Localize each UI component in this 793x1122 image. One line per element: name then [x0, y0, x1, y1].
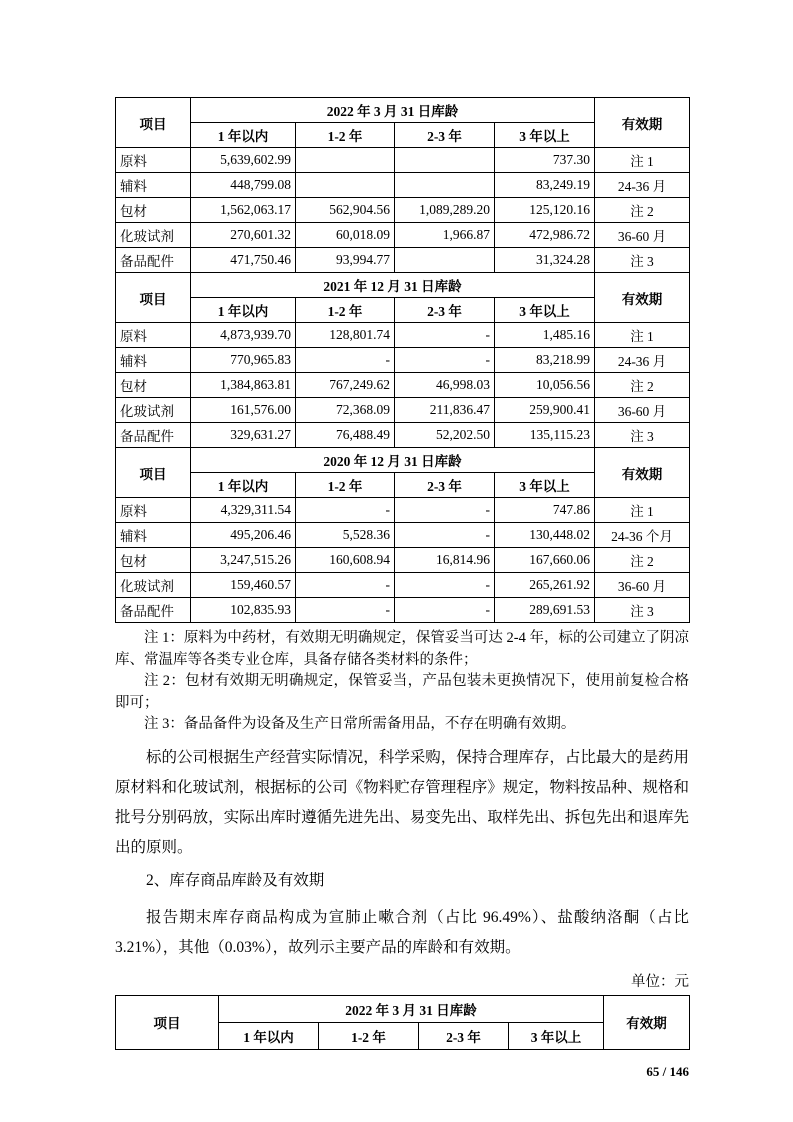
goods-age-table: [115, 995, 690, 1050]
value-cell: -: [395, 498, 495, 523]
validity-cell: 注 3: [595, 423, 690, 448]
col-header-age: 1 年以内: [191, 298, 296, 323]
item-cell: 辅料: [116, 348, 191, 373]
table-row: [116, 573, 690, 598]
value-cell: 1,089,289.20: [395, 198, 495, 223]
item-cell: 备品配件: [116, 423, 191, 448]
col-header-age: 1-2 年: [319, 1022, 419, 1049]
value-cell: [296, 148, 395, 173]
value-cell: 448,799.08: [191, 173, 296, 198]
col-header-age: 2-3 年: [395, 123, 495, 148]
value-cell: 289,691.53: [495, 598, 595, 623]
validity-cell: 注 1: [595, 323, 690, 348]
item-cell: 原料: [116, 323, 191, 348]
value-cell: -: [296, 348, 395, 373]
value-cell: -: [296, 498, 395, 523]
col-header-item: 项目: [116, 995, 219, 1049]
col-header-age: 2-3 年: [419, 1022, 509, 1049]
value-cell: [296, 173, 395, 198]
value-cell: -: [395, 523, 495, 548]
item-cell: 包材: [116, 548, 191, 573]
table-row: [116, 523, 690, 548]
col-header-validity: 有效期: [595, 273, 690, 323]
validity-cell: 24-36 个月: [595, 523, 690, 548]
col-header-age: 1 年以内: [191, 473, 296, 498]
validity-cell: 注 2: [595, 373, 690, 398]
value-cell: 31,324.28: [495, 248, 595, 273]
table-row: [116, 348, 690, 373]
validity-cell: 36-60 月: [595, 398, 690, 423]
paragraph-goods-composition: 报告期末库存商品构成为宣肺止嗽合剂（占比 96.49%）、盐酸纳洛酮（占比 3.21%），其他（0.03%），故列示主要产品的库龄和有效期。: [115, 908, 689, 956]
note-2: 注 2：包材有效期无明确规定，保管妥当，产品包装未更换情况下，使用前复检合格即可；: [115, 673, 689, 711]
item-cell: 原料: [116, 148, 191, 173]
paragraph-inventory-policy: 标的公司根据生产经营实际情况，科学采购，保持合理库存，占比最大的是药用原材料和化玻试剂，根据标的公司《物料贮存管理程序》规定，物料按品种、规格和批号分别码放，实际出库时遵循先进先出、易变先出、取样先出、拆包先出和退库先出的原则。: [115, 748, 689, 856]
value-cell: -: [296, 598, 395, 623]
col-header-age: 2-3 年: [395, 298, 495, 323]
item-cell: 化玻试剂: [116, 223, 191, 248]
note-3: 注 3：备品备件为设备及生产日常所需备用品，不存在明确有效期。: [144, 716, 576, 732]
value-cell: 167,660.06: [495, 548, 595, 573]
value-cell: 102,835.93: [191, 598, 296, 623]
item-cell: 包材: [116, 198, 191, 223]
note-1: 注 1：原料为中药材，有效期无明确规定，保管妥当可达 2-4 年，标的公司建立了阴凉库、常温库等各类专业仓库，具备存储各类材料的条件；: [115, 630, 689, 668]
table-row: [116, 548, 690, 573]
col-header-age: 2-3 年: [395, 473, 495, 498]
value-cell: -: [395, 348, 495, 373]
value-cell: 562,904.56: [296, 198, 395, 223]
value-cell: 495,206.46: [191, 523, 296, 548]
value-cell: -: [395, 598, 495, 623]
validity-cell: 注 1: [595, 148, 690, 173]
value-cell: 472,986.72: [495, 223, 595, 248]
value-cell: 160,608.94: [296, 548, 395, 573]
value-cell: 125,120.16: [495, 198, 595, 223]
item-cell: 辅料: [116, 173, 191, 198]
table-row: [116, 223, 690, 248]
value-cell: [395, 248, 495, 273]
value-cell: 135,115.23: [495, 423, 595, 448]
value-cell: 159,460.57: [191, 573, 296, 598]
value-cell: 10,056.56: [495, 373, 595, 398]
item-cell: 备品配件: [116, 598, 191, 623]
col-header-age: 1-2 年: [296, 473, 395, 498]
value-cell: -: [296, 573, 395, 598]
value-cell: 130,448.02: [495, 523, 595, 548]
value-cell: 747.86: [495, 498, 595, 523]
value-cell: 259,900.41: [495, 398, 595, 423]
col-header-validity: 有效期: [595, 448, 690, 498]
table-row: [116, 423, 690, 448]
table-header-row: [116, 273, 690, 298]
validity-cell: 注 3: [595, 598, 690, 623]
table-row: [116, 398, 690, 423]
value-cell: 60,018.09: [296, 223, 395, 248]
table-row: [116, 323, 690, 348]
validity-cell: 36-60 月: [595, 573, 690, 598]
value-cell: 770,965.83: [191, 348, 296, 373]
value-cell: 72,368.09: [296, 398, 395, 423]
period-header: 2020 年 12 月 31 日库龄: [191, 448, 595, 473]
value-cell: 5,528.36: [296, 523, 395, 548]
col-header-item: 项目: [116, 448, 191, 498]
validity-cell: 注 2: [595, 548, 690, 573]
section-heading: 2、库存商品库龄及有效期: [146, 871, 325, 889]
value-cell: 737.30: [495, 148, 595, 173]
value-cell: 1,966.87: [395, 223, 495, 248]
value-cell: 46,998.03: [395, 373, 495, 398]
table-header-row: [116, 98, 690, 123]
item-cell: 原料: [116, 498, 191, 523]
value-cell: 1,384,863.81: [191, 373, 296, 398]
value-cell: 767,249.62: [296, 373, 395, 398]
col-header-age: 3 年以上: [495, 123, 595, 148]
value-cell: 161,576.00: [191, 398, 296, 423]
value-cell: 3,247,515.26: [191, 548, 296, 573]
table-row: [116, 173, 690, 198]
item-cell: 备品配件: [116, 248, 191, 273]
validity-cell: 24-36 月: [595, 348, 690, 373]
table-row: [116, 373, 690, 398]
period-header: 2022 年 3 月 31 日库龄: [219, 995, 604, 1022]
validity-cell: 36-60 月: [595, 223, 690, 248]
col-header-age: 1-2 年: [296, 298, 395, 323]
item-cell: 化玻试剂: [116, 398, 191, 423]
col-header-validity: 有效期: [595, 98, 690, 148]
value-cell: 76,488.49: [296, 423, 395, 448]
period-header: 2021 年 12 月 31 日库龄: [191, 273, 595, 298]
value-cell: [395, 148, 495, 173]
value-cell: 471,750.46: [191, 248, 296, 273]
col-header-age: 1 年以内: [219, 1022, 319, 1049]
item-cell: 包材: [116, 373, 191, 398]
table-header-row: [116, 448, 690, 473]
value-cell: 4,873,939.70: [191, 323, 296, 348]
value-cell: 52,202.50: [395, 423, 495, 448]
value-cell: 4,329,311.54: [191, 498, 296, 523]
value-cell: 265,261.92: [495, 573, 595, 598]
page-number: 65 / 146: [646, 1063, 689, 1079]
period-header: 2022 年 3 月 31 日库龄: [191, 98, 595, 123]
validity-cell: 24-36 月: [595, 173, 690, 198]
col-header-age: 3 年以上: [495, 473, 595, 498]
value-cell: 1,562,063.17: [191, 198, 296, 223]
col-header-age: 3 年以上: [495, 298, 595, 323]
value-cell: -: [395, 573, 495, 598]
col-header-item: 项目: [116, 273, 191, 323]
col-header-item: 项目: [116, 98, 191, 148]
validity-cell: 注 3: [595, 248, 690, 273]
col-header-age: 3 年以上: [509, 1022, 604, 1049]
value-cell: 5,639,602.99: [191, 148, 296, 173]
value-cell: 83,218.99: [495, 348, 595, 373]
value-cell: 128,801.74: [296, 323, 395, 348]
inventory-age-table: [115, 97, 690, 623]
table-row: [116, 148, 690, 173]
validity-cell: 注 1: [595, 498, 690, 523]
col-header-age: 1 年以内: [191, 123, 296, 148]
validity-cell: 注 2: [595, 198, 690, 223]
table-header-row: [116, 995, 690, 1022]
unit-label: 单位：元: [631, 973, 689, 990]
value-cell: 329,631.27: [191, 423, 296, 448]
col-header-validity: 有效期: [604, 995, 690, 1049]
table-row: [116, 498, 690, 523]
value-cell: 93,994.77: [296, 248, 395, 273]
item-cell: 辅料: [116, 523, 191, 548]
table-row: [116, 598, 690, 623]
page-content: [115, 97, 689, 1080]
value-cell: 83,249.19: [495, 173, 595, 198]
item-cell: 化玻试剂: [116, 573, 191, 598]
value-cell: -: [395, 323, 495, 348]
value-cell: 16,814.96: [395, 548, 495, 573]
value-cell: 1,485.16: [495, 323, 595, 348]
table-notes: [115, 628, 689, 736]
value-cell: [395, 173, 495, 198]
table-row: [116, 248, 690, 273]
table-row: [116, 198, 690, 223]
value-cell: 270,601.32: [191, 223, 296, 248]
value-cell: 211,836.47: [395, 398, 495, 423]
col-header-age: 1-2 年: [296, 123, 395, 148]
